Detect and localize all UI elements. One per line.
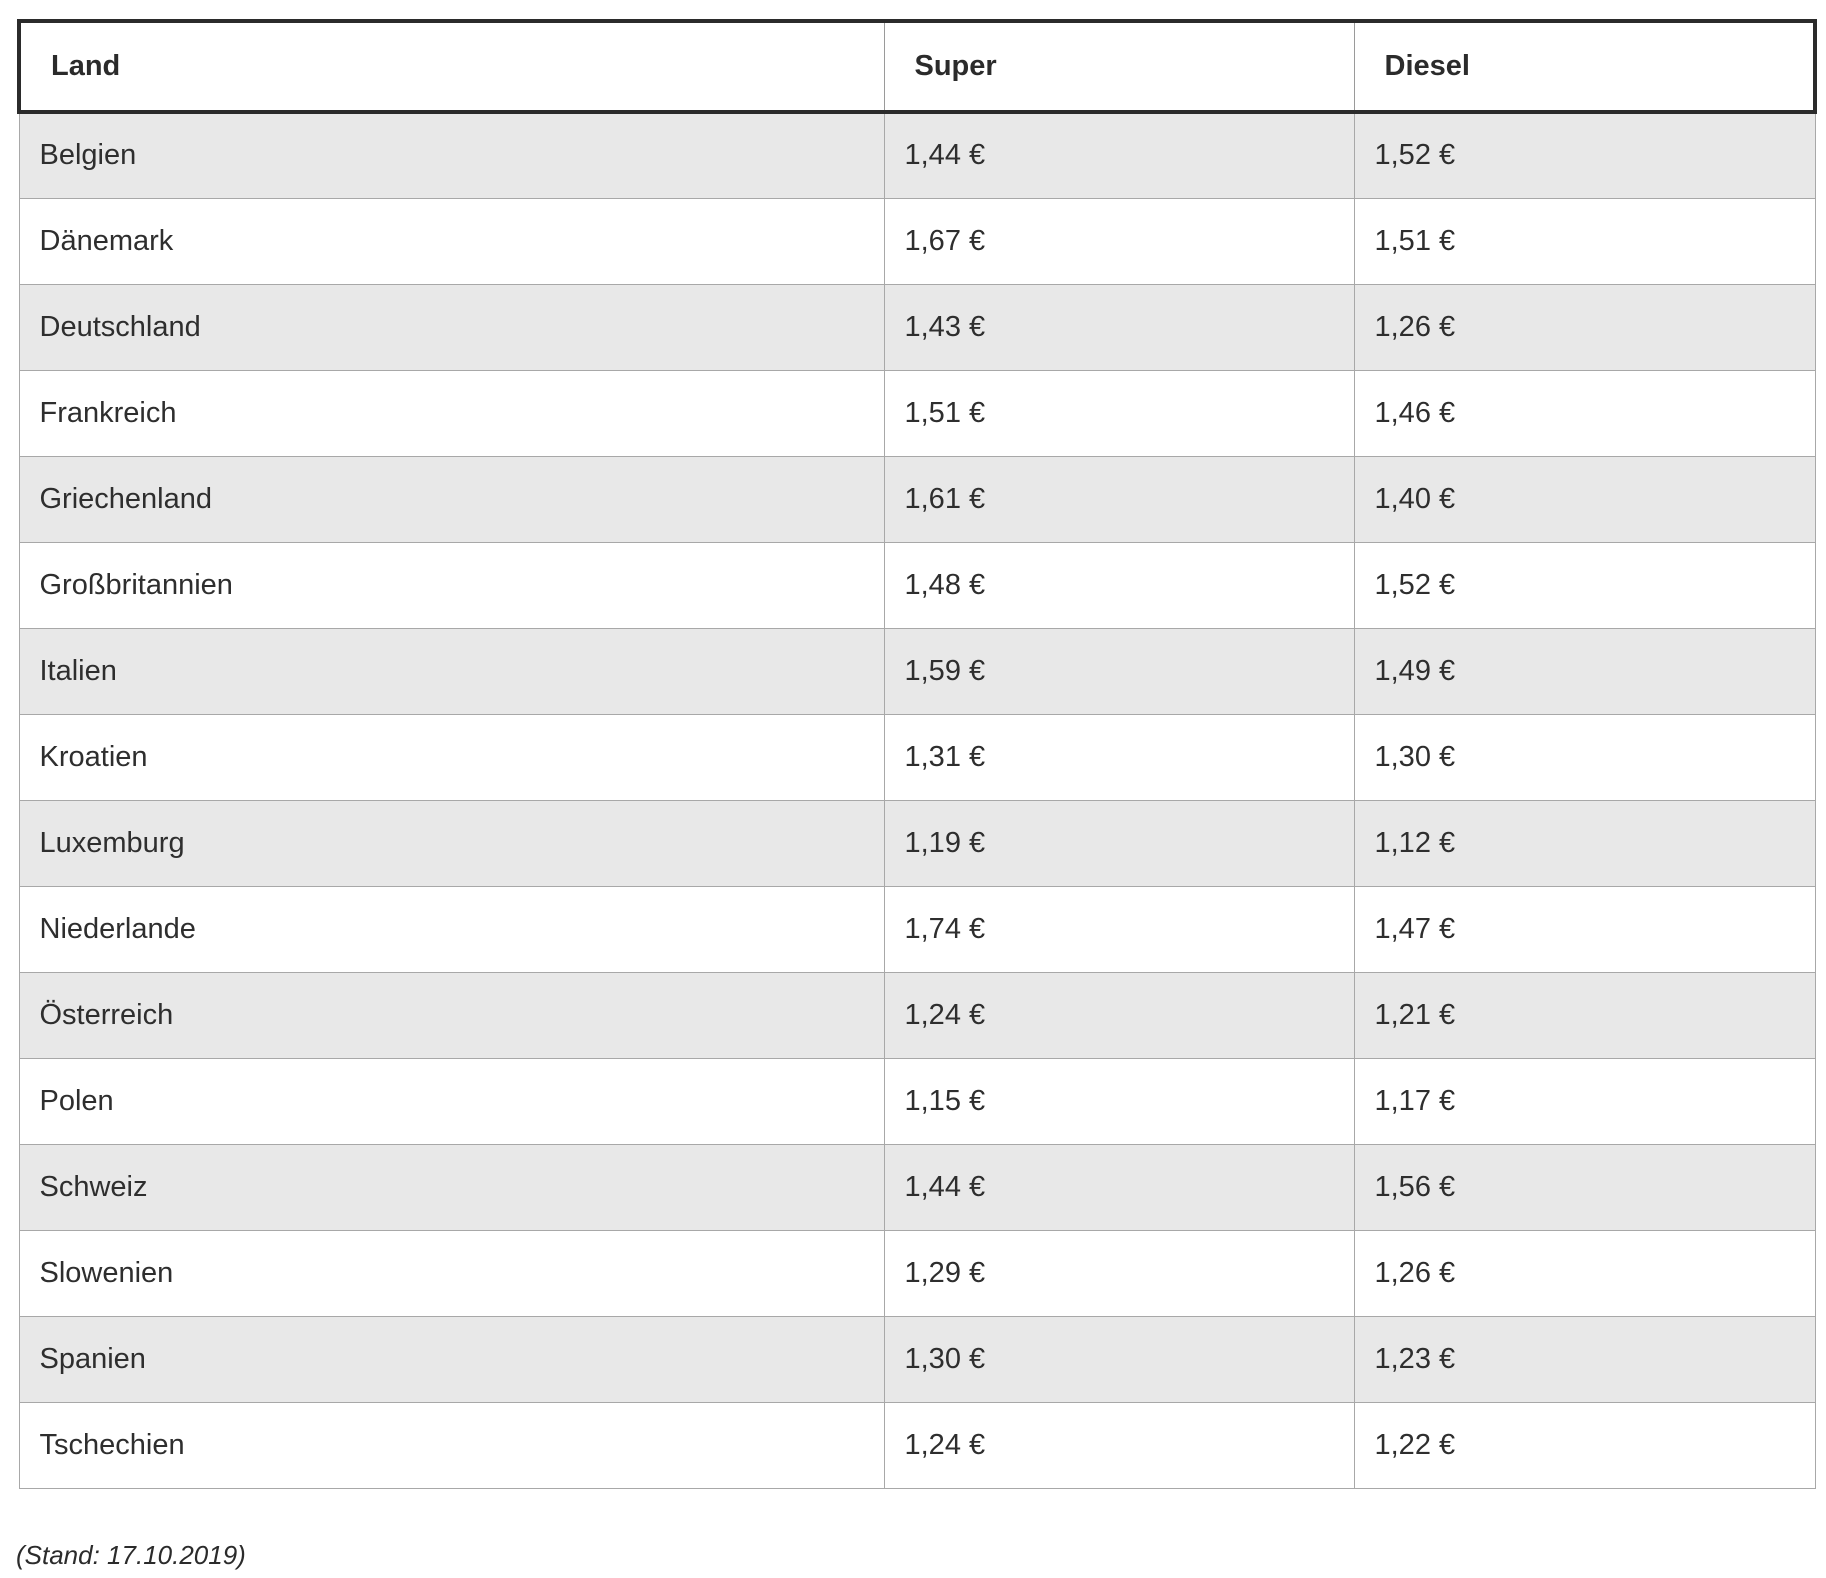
table-row xyxy=(19,456,1815,542)
cell-land: Kroatien xyxy=(19,714,884,800)
cell-diesel: 1,52 € xyxy=(1354,112,1815,198)
cell-diesel: 1,56 € xyxy=(1354,1144,1815,1230)
cell-super: 1,67 € xyxy=(884,198,1354,284)
fuel-price-table-container xyxy=(17,19,1813,1489)
cell-land: Dänemark xyxy=(19,198,884,284)
cell-diesel: 1,40 € xyxy=(1354,456,1815,542)
cell-diesel: 1,21 € xyxy=(1354,972,1815,1058)
cell-land: Italien xyxy=(19,628,884,714)
cell-super: 1,43 € xyxy=(884,284,1354,370)
cell-diesel: 1,30 € xyxy=(1354,714,1815,800)
cell-land: Deutschland xyxy=(19,284,884,370)
header-super: Super xyxy=(884,21,1354,112)
cell-diesel: 1,17 € xyxy=(1354,1058,1815,1144)
cell-super: 1,29 € xyxy=(884,1230,1354,1316)
cell-super: 1,61 € xyxy=(884,456,1354,542)
cell-land: Slowenien xyxy=(19,1230,884,1316)
cell-super: 1,44 € xyxy=(884,1144,1354,1230)
cell-land: Griechenland xyxy=(19,456,884,542)
cell-super: 1,24 € xyxy=(884,1402,1354,1488)
cell-land: Luxemburg xyxy=(19,800,884,886)
table-row xyxy=(19,628,1815,714)
header-row xyxy=(19,21,1815,112)
table-row xyxy=(19,1316,1815,1402)
cell-land: Polen xyxy=(19,1058,884,1144)
cell-diesel: 1,49 € xyxy=(1354,628,1815,714)
cell-land: Niederlande xyxy=(19,886,884,972)
cell-land: Belgien xyxy=(19,112,884,198)
table-row xyxy=(19,370,1815,456)
table-header xyxy=(19,21,1815,112)
cell-land: Frankreich xyxy=(19,370,884,456)
cell-land: Großbritannien xyxy=(19,542,884,628)
cell-land: Schweiz xyxy=(19,1144,884,1230)
table-row xyxy=(19,198,1815,284)
cell-land: Spanien xyxy=(19,1316,884,1402)
cell-diesel: 1,47 € xyxy=(1354,886,1815,972)
cell-land: Österreich xyxy=(19,972,884,1058)
table-row xyxy=(19,972,1815,1058)
cell-super: 1,51 € xyxy=(884,370,1354,456)
cell-land: Tschechien xyxy=(19,1402,884,1488)
cell-diesel: 1,52 € xyxy=(1354,542,1815,628)
table-row xyxy=(19,1402,1815,1488)
cell-super: 1,44 € xyxy=(884,112,1354,198)
cell-diesel: 1,51 € xyxy=(1354,198,1815,284)
table-row xyxy=(19,112,1815,198)
table-body xyxy=(19,112,1815,1488)
cell-super: 1,59 € xyxy=(884,628,1354,714)
cell-diesel: 1,26 € xyxy=(1354,284,1815,370)
cell-diesel: 1,46 € xyxy=(1354,370,1815,456)
cell-diesel: 1,12 € xyxy=(1354,800,1815,886)
table-row xyxy=(19,1058,1815,1144)
cell-super: 1,24 € xyxy=(884,972,1354,1058)
table-row xyxy=(19,284,1815,370)
cell-super: 1,30 € xyxy=(884,1316,1354,1402)
cell-super: 1,74 € xyxy=(884,886,1354,972)
cell-diesel: 1,26 € xyxy=(1354,1230,1815,1316)
cell-super: 1,31 € xyxy=(884,714,1354,800)
cell-super: 1,15 € xyxy=(884,1058,1354,1144)
table-row xyxy=(19,714,1815,800)
table-row xyxy=(19,1230,1815,1316)
table-row xyxy=(19,886,1815,972)
footnote-date: (Stand: 17.10.2019) xyxy=(16,1540,246,1570)
cell-diesel: 1,23 € xyxy=(1354,1316,1815,1402)
cell-diesel: 1,22 € xyxy=(1354,1402,1815,1488)
table-row xyxy=(19,800,1815,886)
fuel-price-table xyxy=(17,19,1817,1489)
table-row xyxy=(19,1144,1815,1230)
table-row xyxy=(19,542,1815,628)
header-diesel: Diesel xyxy=(1354,21,1815,112)
cell-super: 1,48 € xyxy=(884,542,1354,628)
cell-super: 1,19 € xyxy=(884,800,1354,886)
header-land: Land xyxy=(19,21,884,112)
